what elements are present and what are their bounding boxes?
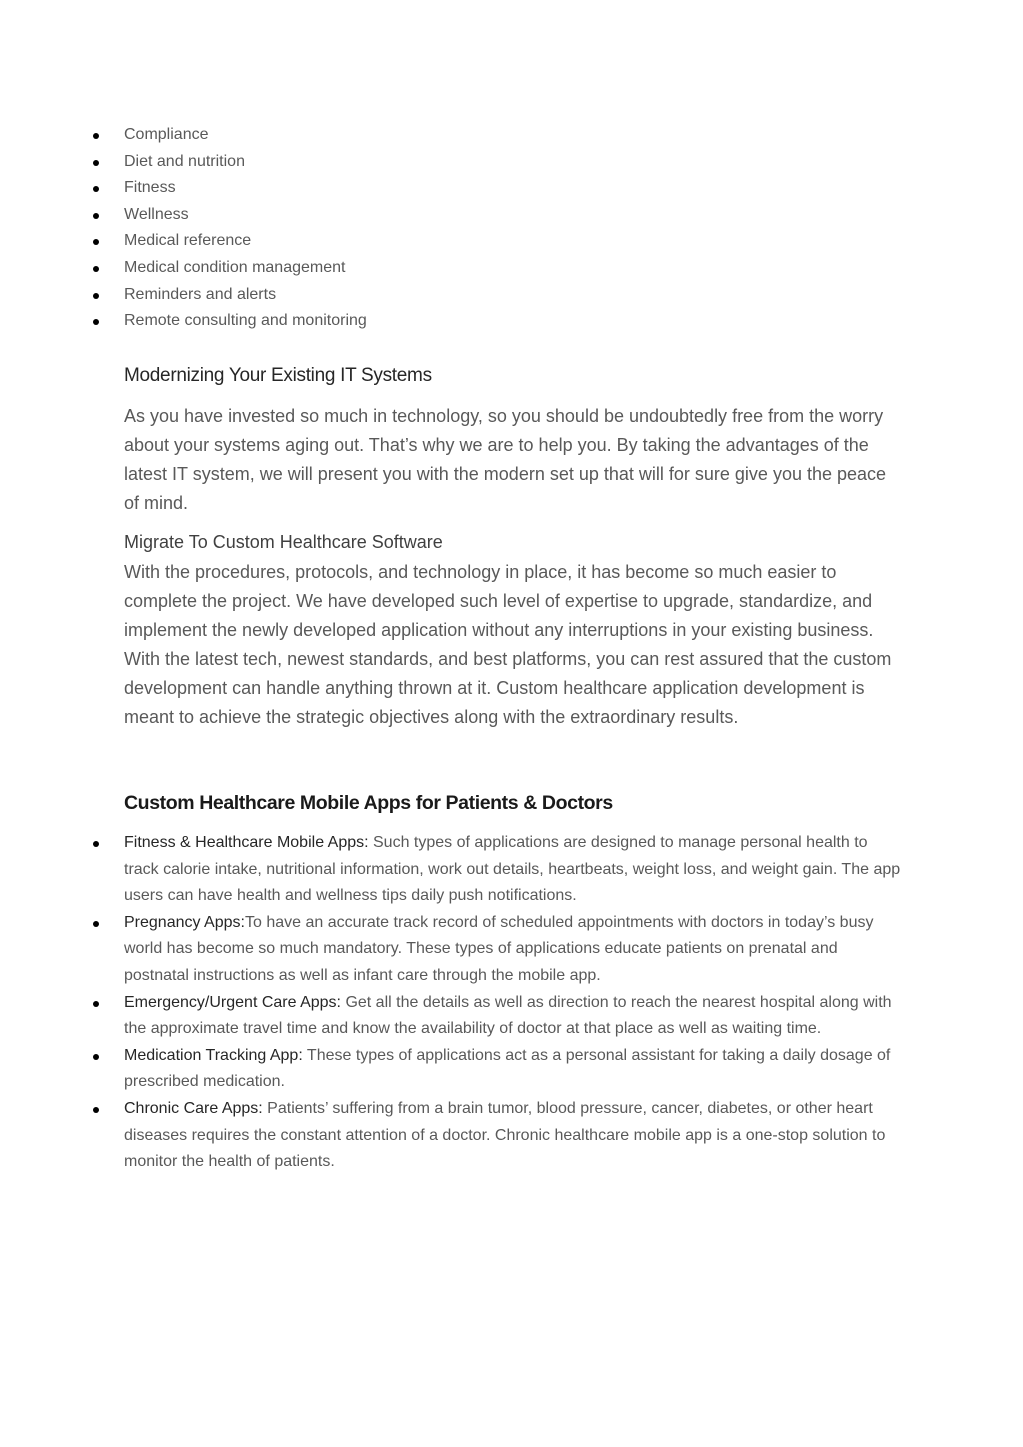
bullet-icon <box>93 319 99 325</box>
list-item <box>0 175 1023 202</box>
list-item-text: Wellness <box>124 205 189 223</box>
app-list-item <box>0 830 1023 910</box>
app-description: Such types of applications are designed to manage personal health to track calorie intake, nutritional information, work out details, heartbeats, weight loss, and weight gain. The app users can have health and wellness tips daily push notifications. <box>124 834 901 905</box>
bullet-icon <box>93 266 99 272</box>
list-item-text: Medical condition management <box>124 258 346 276</box>
list-item-text: Medical reference <box>124 232 252 250</box>
list-item <box>0 255 1023 282</box>
app-description: Patients’ suffering from a brain tumor, blood pressure, cancer, diabetes, or other heart diseases requires the constant attention of a doctor. Chronic healthcare mobile app is a one-stop solution to monitor the health of patients. <box>124 1099 886 1171</box>
list-item <box>0 149 1023 176</box>
app-list-item <box>0 990 1023 1043</box>
app-description: To have an accurate track record of scheduled appointments with doctors in today’s busy world has become so much mandatory. These types of applications educate patients on prenatal and postnatal instructions as well as infant care through the mobile app. <box>124 913 874 984</box>
bullet-icon <box>93 213 99 219</box>
list-item-text: Diet and nutrition <box>124 152 245 170</box>
modernize-paragraph: As you have invested so much in technology, so you should be undoubtedly free from the worry about your systems aging out. That’s why we are to help you. By taking the advantages of the latest IT system, we will present you with the modern set up that will for sure give you the peace of mind. <box>124 406 887 513</box>
topic-list <box>0 122 1023 335</box>
bullet-icon <box>93 841 99 847</box>
migrate-heading: Migrate To Custom Healthcare Software <box>124 532 443 552</box>
modernize-heading: Modernizing Your Existing IT Systems <box>124 365 432 386</box>
app-name: Pregnancy Apps: <box>124 913 245 931</box>
list-item <box>0 282 1023 309</box>
list-item <box>0 308 1023 335</box>
app-name: Chronic Care Apps: <box>124 1099 263 1117</box>
apps-list <box>0 830 1023 1176</box>
list-item <box>0 202 1023 229</box>
bullet-icon <box>93 1001 99 1007</box>
list-item-text: Reminders and alerts <box>124 285 277 303</box>
bullet-icon <box>93 239 99 245</box>
list-item-text: Remote consulting and monitoring <box>124 312 367 330</box>
list-item <box>0 228 1023 255</box>
app-name: Emergency/Urgent Care Apps: <box>124 993 341 1011</box>
app-list-item <box>0 1096 1023 1176</box>
list-item-text: Fitness <box>124 179 176 197</box>
migrate-paragraph: With the procedures, protocols, and technology in place, it has become so much easier to complete the project. We have developed such level of expertise to upgrade, standardize, and implement the newly developed application without any interruptions in your existing business. With the latest tech, newest standards, and best platforms, you can rest assured that the custom development can handle anything thrown at it. Custom healthcare application development is meant to achieve the strategic objectives along with the extraordinary results. <box>124 562 892 727</box>
bullet-icon <box>93 186 99 192</box>
list-item <box>0 122 1023 149</box>
bullet-icon <box>93 293 99 299</box>
app-list-item <box>0 910 1023 990</box>
app-name: Medication Tracking App: <box>124 1046 303 1064</box>
app-description: These types of applications act as a personal assistant for taking a daily dosage of prescribed medication. <box>124 1046 891 1091</box>
app-description: Get all the details as well as direction to reach the nearest hospital along with the approximate travel time and know the availability of doctor at that place as well as waiting time. <box>124 993 892 1038</box>
bullet-icon <box>93 1054 99 1060</box>
bullet-icon <box>93 133 99 139</box>
bullet-icon <box>93 160 99 166</box>
bullet-icon <box>93 1107 99 1113</box>
app-list-item <box>0 1043 1023 1096</box>
app-name: Fitness & Healthcare Mobile Apps: <box>124 834 369 851</box>
apps-heading: Custom Healthcare Mobile Apps for Patients & Doctors <box>124 792 613 814</box>
list-item-text: Compliance <box>124 126 209 143</box>
bullet-icon <box>93 921 99 927</box>
